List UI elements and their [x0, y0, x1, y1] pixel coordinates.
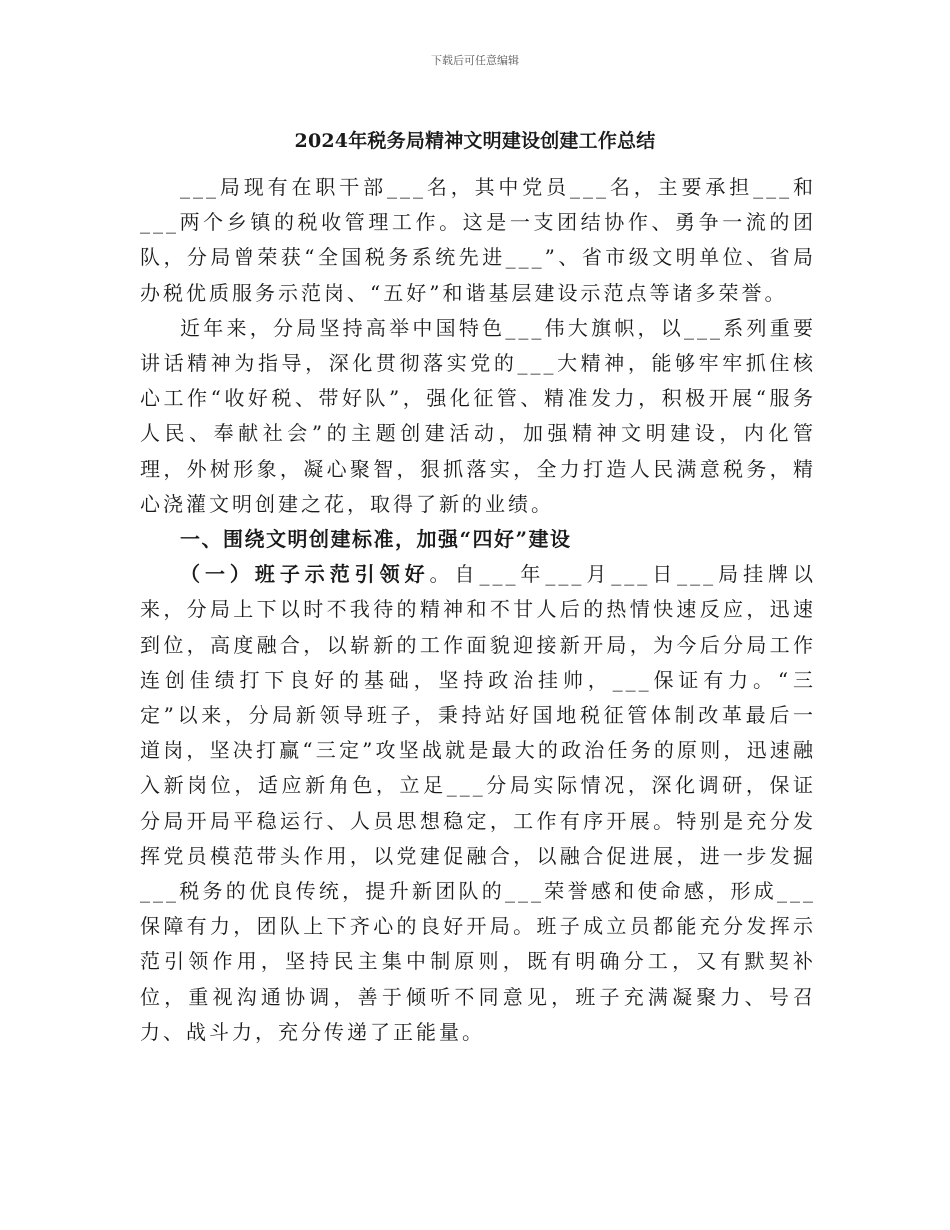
- document-title: 2024年税务局精神文明建设创建工作总结: [294, 130, 656, 152]
- paragraph-intro: ___局现有在职干部___名，其中党员___名，主要承担___和___两个乡镇的税收管理工作。这是一支团结协作、勇争一流的团队，分局曾荣获“全国税务系统先进___”、省市级文明单位、省局办税优质服务示范岗、“五好”和谐基层建设示范点等诸多荣誉。: [140, 175, 816, 305]
- section-heading-1: 一、围绕文明创建标准，加强“四好”建设: [180, 527, 572, 552]
- subsection-paragraph-1: [140, 557, 816, 1050]
- page-header-note: 下载后可任意编辑: [431, 54, 519, 67]
- document-body: [140, 170, 816, 1050]
- subsection-text-1: 。自___年___月___日___局挂牌以来，分局上下以时不我待的精神和不甘人后的热情快速反应，迅速到位，高度融合，以崭新的工作面貌迎接新开局，为今后分局工作连创佳绩打下良好的基础，坚持政治挂帅，___保证有力。“三定”以来，分局新领导班子，秉持站好国地税征管体制改革最后一道岗，坚决打赢“三定”攻坚战就是最大的政治任务的原则，迅速融入新岗位，适应新角色，立足___分局实际情况，深化调研，保证分局开局平稳运行、人员思想稳定，工作有序开展。特别是充分发挥党员模范带头作用，以党建促融合，以融合促进展，进一步发掘___税务的优良传统，提升新团队的___荣誉感和使命感，形成___保障有力，团队上下齐心的良好开局。班子成立员都能充分发挥示范引领作用，坚持民主集中制原则，既有明确分工，又有默契补位，重视沟通协调，善于倾听不同意见，班子充满凝聚力、号召力、战斗力，充分传递了正能量。: [140, 562, 817, 1044]
- paragraph-recent-years: 近年来，分局坚持高举中国特色___伟大旗帜，以___系列重要讲话精神为指导，深化贯彻落实党的___大精神，能够牢牢抓住核心工作“收好税、带好队”，强化征管、精准发力，积极开展“服务人民、奉献社会”的主题创建活动，加强精神文明建设，内化管理，外树形象，凝心聚智，狠抓落实，全力打造人民满意税务，精心浇灌文明创建之花，取得了新的业绩。: [140, 315, 816, 516]
- subsection-lead-1: （一）班子示范引领好: [180, 562, 430, 587]
